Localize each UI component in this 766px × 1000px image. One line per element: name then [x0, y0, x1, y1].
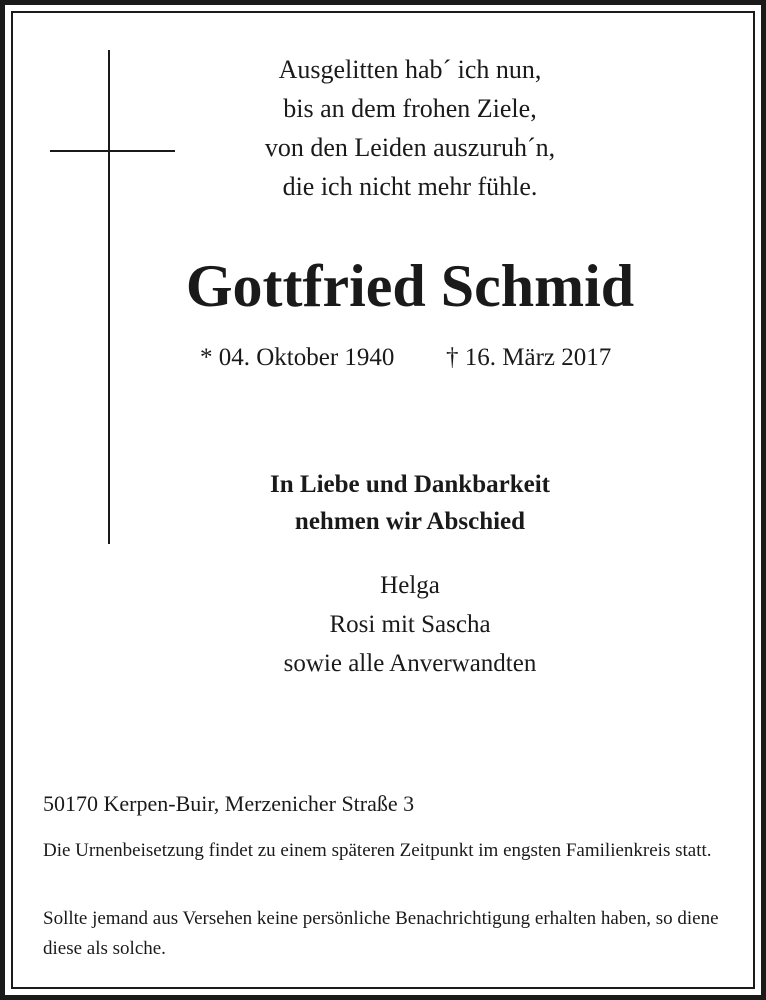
poem-verse	[200, 50, 620, 206]
farewell-statement	[160, 466, 660, 540]
poem-line: Ausgelitten hab´ ich nun,	[278, 55, 542, 84]
mourner-name: Helga	[380, 572, 440, 599]
notification-notice: Sollte jemand aus Versehen keine persönliche Benachrichtigung erhalten haben, so diene diese als solche.	[43, 908, 719, 959]
family-address: 50170 Kerpen-Buir, Merzenicher Straße 3	[43, 791, 415, 816]
poem-line: bis an dem frohen Ziele,	[283, 94, 537, 123]
cross-icon-horizontal-bar	[50, 150, 175, 152]
mourners-list	[160, 566, 660, 683]
poem-line: von den Leiden auszuruh´n,	[264, 133, 556, 162]
farewell-line: In Liebe und Dankbarkeit	[270, 471, 550, 498]
mourner-name: Rosi mit Sascha	[329, 611, 491, 638]
death-date: † 16. März 2017	[446, 344, 612, 371]
deceased-name: Gottfried Schmid	[185, 253, 635, 319]
poem-line: die ich nicht mehr fühle.	[282, 172, 538, 201]
mourner-name: sowie alle Anverwandten	[283, 650, 537, 677]
farewell-line: nehmen wir Abschied	[294, 508, 526, 535]
burial-notice: Die Urnenbeisetzung findet zu einem späteren Zeitpunkt im engsten Familienkreis statt.	[43, 840, 712, 861]
birth-date: * 04. Oktober 1940	[200, 344, 395, 371]
